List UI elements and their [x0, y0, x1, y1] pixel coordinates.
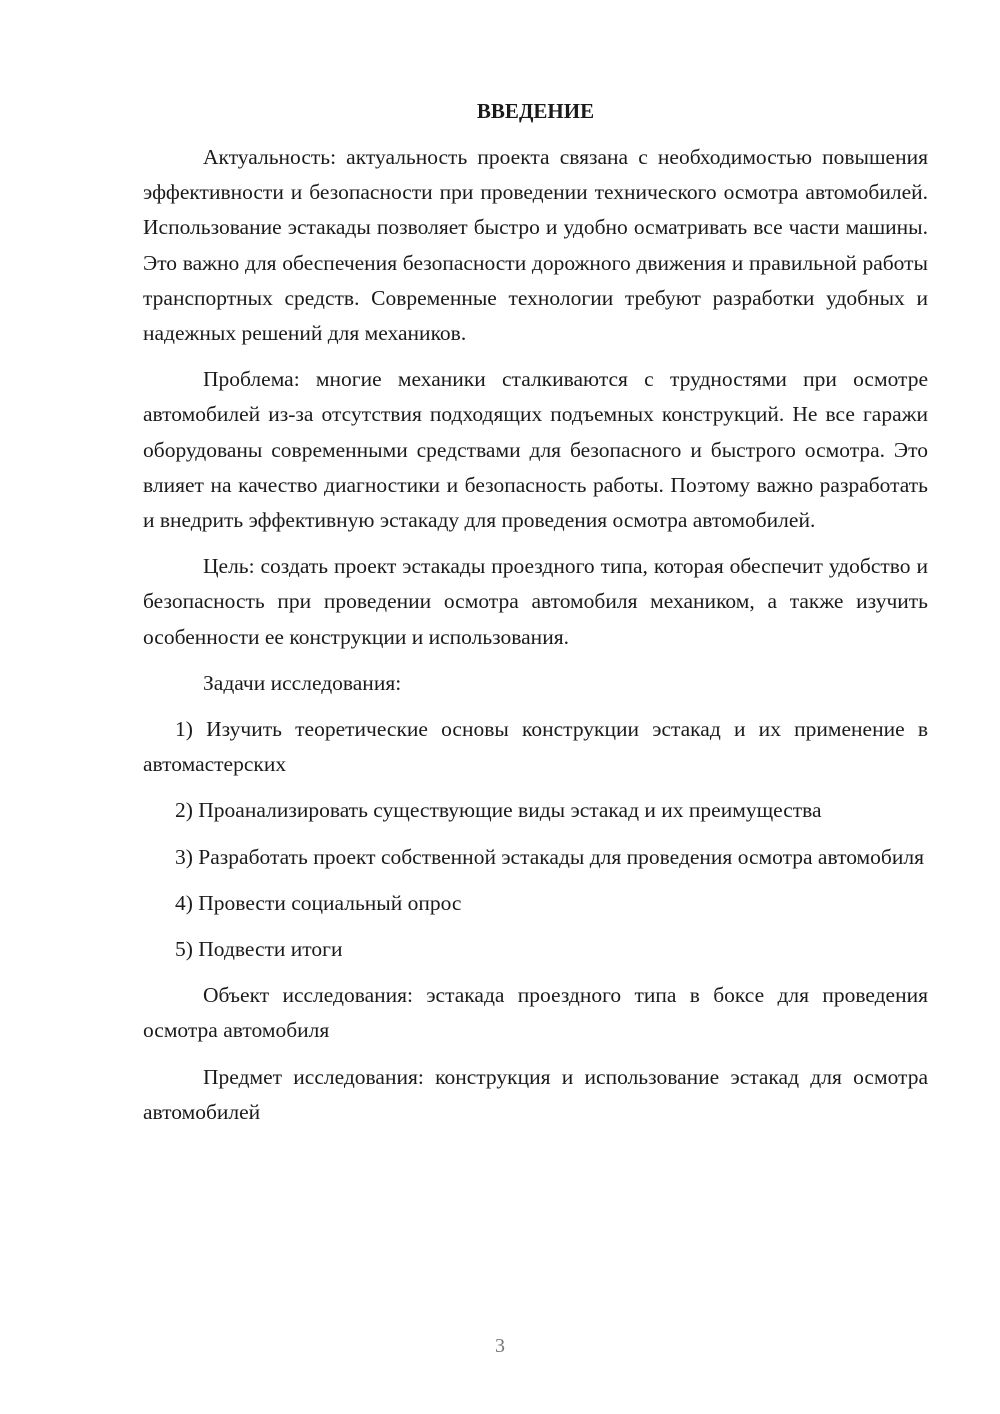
goal-paragraph: Цель: создать проект эстакады проездного типа, которая обеспечит удобство и безопасность при проведении осмотра автомобиля механиком, а также изучить особенности ее конструкции и использования.	[143, 554, 928, 649]
document-page	[143, 96, 928, 1141]
page-number: 3	[495, 1335, 505, 1357]
problem-paragraph: Проблема: многие механики сталкиваются с трудностями при осмотре автомобилей из-за отсутствия подходящих подъемных конструкций. Не все гаражи оборудованы современными средствами для безопасного и быстрого осмотра. Это влияет на качество диагностики и безопасность работы. Поэтому важно разработать и внедрить эффективную эстакаду для проведения осмотра автомобилей.	[143, 367, 928, 533]
task-item: 5) Подвести итоги	[175, 937, 343, 962]
subject-paragraph: Предмет исследования: конструкция и использование эстакад для осмотра автомобилей	[143, 1064, 928, 1124]
section-title: ВВЕДЕНИЕ	[476, 99, 595, 123]
task-item: 1) Изучить теоретические основы конструкции эстакад и их применение в автомастерских	[143, 717, 928, 777]
tasks-heading: Задачи исследования:	[203, 670, 402, 695]
relevance-paragraph: Актуальность: актуальность проекта связана с необходимостью повышения эффективности и безопасности при проведении технического осмотра автомобилей. Использование эстакады позволяет быстро и удобно осматривать все части машины. Это важно для обеспечения безопасности дорожного движения и правильной работы транспортных средств. Современные технологии требуют разработки удобных и надежных решений для механиков.	[143, 145, 928, 346]
task-item: 3) Разработать проект собственной эстакады для проведения осмотра автомобиля	[175, 844, 924, 869]
task-item: 4) Провести социальный опрос	[175, 890, 462, 915]
task-item: 2) Проанализировать существующие виды эстакад и их преимущества	[175, 798, 822, 823]
object-paragraph: Объект исследования: эстакада проездного типа в боксе для проведения осмотра автомобиля	[143, 983, 928, 1043]
